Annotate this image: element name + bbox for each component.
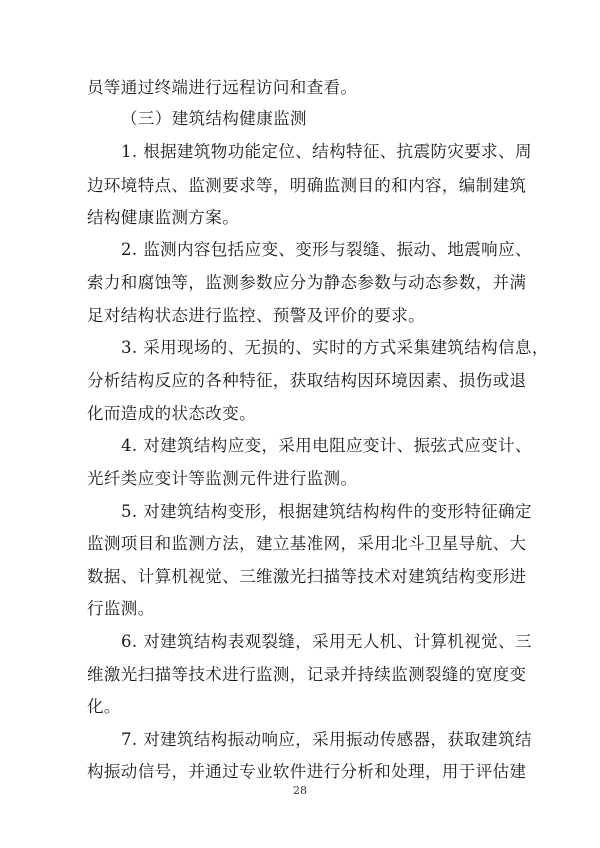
text-line: 4. 对建筑结构应变，采用电阻应变计、振弦式应变计、 (121, 436, 532, 455)
text-line: 光纤类应变计等监测元件进行监测。 (87, 469, 358, 488)
text-line: 7. 对建筑结构振动响应，采用振动传感器，获取建筑结 (121, 730, 532, 749)
text-line: 索力和腐蚀等，监测参数应分为静态参数与动态参数，并满 (87, 273, 527, 292)
text-line: 1. 根据建筑物功能定位、结构特征、抗震防灾要求、周 (121, 142, 532, 161)
text-line: 化而造成的状态改变。 (87, 404, 256, 423)
text-line: 构振动信号，并通过专业软件进行分析和处理，用于评估建 (87, 762, 527, 781)
text-line: 3. 采用现场的、无损的、实时的方式采集建筑结构信息， (121, 338, 549, 357)
section-heading: （三）建筑结构健康监测 (121, 109, 307, 128)
text-line: 数据、计算机视觉、三维激光扫描等技术对建筑结构变形进 (87, 567, 527, 586)
text-line: 化。 (87, 697, 121, 716)
text-line: 2. 监测内容包括应变、变形与裂缝、振动、地震响应、 (121, 240, 532, 259)
page-number: 28 (293, 784, 307, 797)
text-line: 监测项目和监测方法，建立基准网，采用北斗卫星导航、大 (87, 534, 527, 553)
text-line: 边环境特点、监测要求等，明确监测目的和内容，编制建筑 (87, 176, 527, 195)
text-line: 结构健康监测方案。 (87, 208, 240, 227)
text-line: 6. 对建筑结构表观裂缝，采用无人机、计算机视觉、三 (121, 632, 532, 651)
text-line: 足对结构状态进行监控、预警及评价的要求。 (87, 306, 425, 325)
text-line: 分析结构反应的各种特征，获取结构因环境因素、损伤或退 (87, 371, 527, 390)
text-line: 维激光扫描等技术进行监测，记录并持续监测裂缝的宽度变 (87, 665, 527, 684)
text-line: 员等通过终端进行远程访问和查看。 (87, 78, 358, 97)
text-line: 行监测。 (87, 599, 155, 618)
text-line: 5. 对建筑结构变形，根据建筑结构构件的变形特征确定 (121, 502, 532, 521)
